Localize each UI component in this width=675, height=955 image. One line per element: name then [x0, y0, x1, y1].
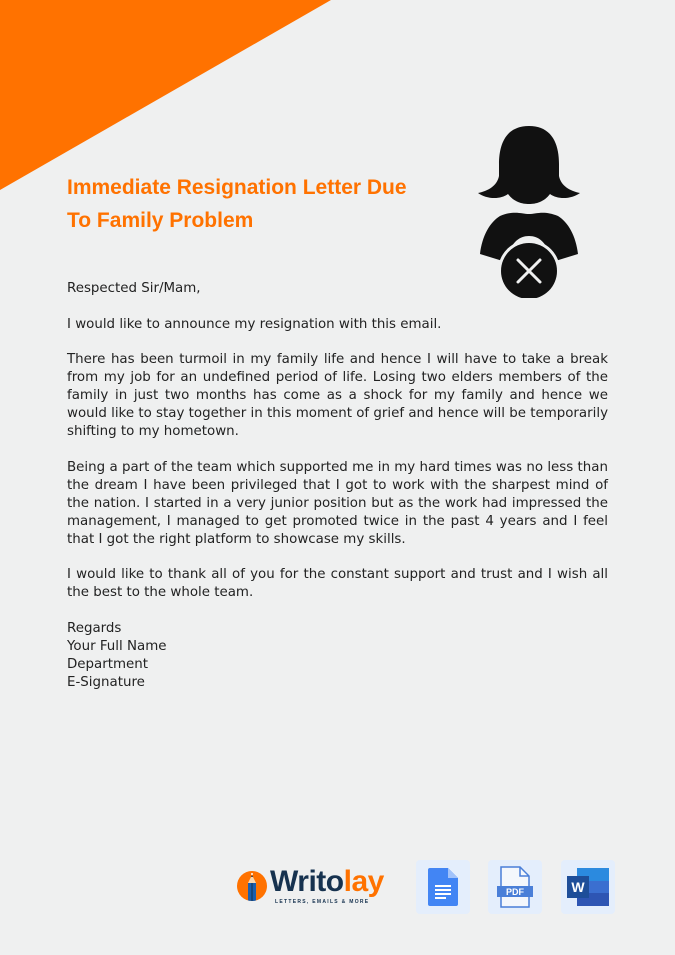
closing: Regards: [67, 620, 122, 636]
letter-body: [67, 280, 608, 692]
google-docs-icon: [428, 868, 458, 906]
orange-corner-shape: [0, 0, 340, 200]
signoff: [67, 620, 608, 692]
word-button[interactable]: [561, 860, 615, 914]
woman-user-remove-icon: [470, 124, 588, 298]
google-docs-button[interactable]: [416, 860, 470, 914]
e-signature: E-Signature: [67, 674, 145, 690]
paragraph-3: Being a part of the team which supported me in my hard times was no less than the dream I have been privileged that I got to work with the sharpest mind of the nation. I started in a very junior position but as the work had impressed the management, I managed to get promoted twice in the past 4 years and I feel that I got the right platform to showcase my skills.: [67, 459, 608, 547]
pdf-button[interactable]: [488, 860, 542, 914]
logo-tagline: LETTERS, EMAILS & MORE: [275, 899, 370, 905]
svg-text:PDF: PDF: [506, 887, 524, 897]
logo-wordmark: Writolay: [270, 865, 384, 898]
title-line-2: To Family Problem: [67, 209, 254, 232]
paragraph-4: I would like to thank all of you for the constant support and trust and I wish all the best to the whole team.: [67, 567, 608, 600]
pencil-logo-icon: [237, 871, 267, 901]
salutation: Respected Sir/Mam,: [67, 281, 201, 296]
word-icon: [567, 868, 609, 906]
pdf-icon: [496, 866, 534, 908]
paragraph-2: There has been turmoil in my family life and hence I will have to take a break from my job for an undefined period of life. Losing two elders members of the family in just two months has come as a shock for my family and hence we would like to stay together in this moment of grief and hence will be temporarily shifting to my hometown.: [67, 352, 609, 439]
svg-text:W: W: [571, 879, 585, 895]
department: Department: [67, 656, 149, 672]
title-line-1: Immediate Resignation Letter Due: [67, 176, 407, 199]
paragraph-1: I would like to announce my resignation with this email.: [67, 316, 442, 332]
page-title: [67, 171, 447, 237]
writolay-logo[interactable]: [237, 865, 392, 910]
full-name: Your Full Name: [67, 638, 167, 654]
